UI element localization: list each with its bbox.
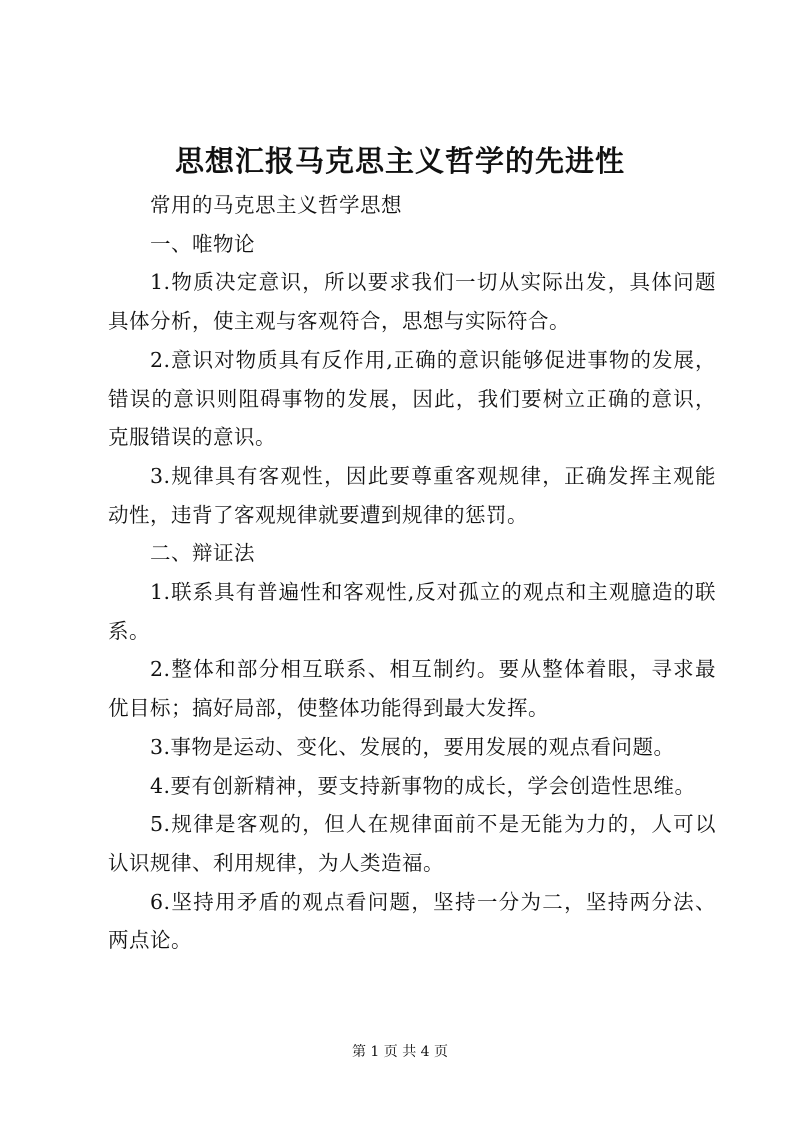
paragraph-dialectics-6: 6.坚持用矛盾的观点看问题，坚持一分为二，坚持两分法、两点论。 <box>108 889 716 953</box>
paragraph-materialism-3: 3.规律具有客观性，因此要尊重客观规律，正确发挥主观能动性，违背了客观规律就要遭到规律的惩罚。 <box>108 463 716 527</box>
document-body <box>108 186 716 960</box>
paragraph-dialectics-1: 1.联系具有普遍性和客观性,反对孤立的观点和主观臆造的联系。 <box>108 580 716 643</box>
paragraph-materialism-2: 2.意识对物质具有反作用,正确的意识能够促进事物的发展，错误的意识则阻碍事物的发展，因此，我们要树立正确的意识，克服错误的意识。 <box>108 347 716 450</box>
paragraph-dialectics-2: 2.整体和部分相互联系、相互制约。要从整体着眼，寻求最优目标；搞好局部，使整体功能得到最大发挥。 <box>108 657 716 721</box>
section-heading-materialism: 一、唯物论 <box>150 231 255 256</box>
page-number-footer: 第 1 页 共 4 页 <box>351 1044 449 1060</box>
paragraph-intro: 常用的马克思主义哲学思想 <box>150 193 402 217</box>
paragraph-dialectics-3: 3.事物是运动、变化、发展的，要用发展的观点看问题。 <box>150 734 675 759</box>
paragraph-dialectics-4: 4.要有创新精神，要支持新事物的成长，学会创造性思维。 <box>150 773 696 798</box>
document-title: 思想汇报马克思主义哲学的先进性 <box>174 144 625 178</box>
section-heading-dialectics: 二、辩证法 <box>150 541 255 566</box>
paragraph-dialectics-5: 5.规律是客观的，但人在规律面前不是无能为力的，人可以认识规律、利用规律，为人类造福。 <box>108 812 716 875</box>
paragraph-materialism-1: 1.物质决定意识，所以要求我们一切从实际出发，具体问题具体分析，使主观与客观符合，思想与实际符合。 <box>108 270 716 334</box>
